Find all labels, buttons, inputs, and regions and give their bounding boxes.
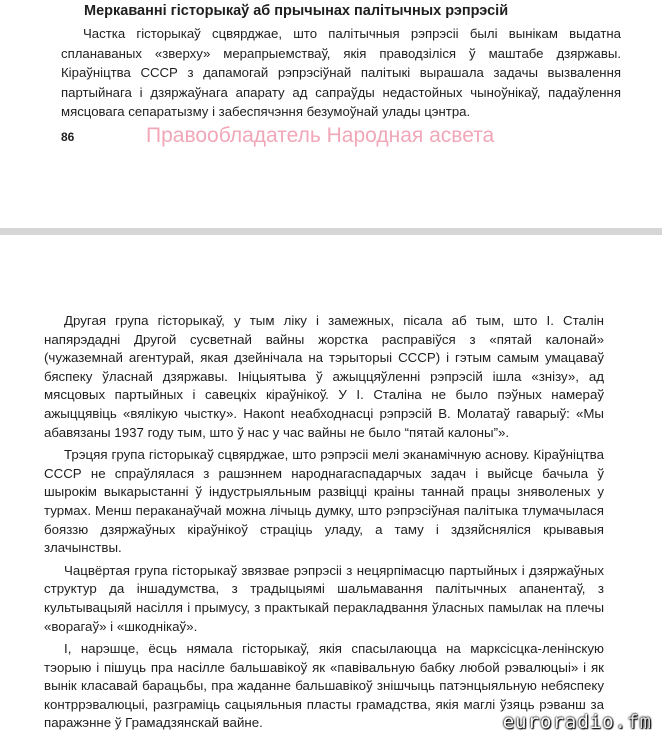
paragraph-fourth-group: Чацвёртая група гісторыкаў звязвае рэпрэсіі з нецярпімасцю партыйных і дзяржаўных структур да іншадумства, з традыцыямі шальмавання палітычных апанентаў, з культывацыяй насілля і прымусу, з практыкай перакладвання ўласных памылак на плечы «ворагаў» і «шкоднікаў». [44,562,604,634]
logo-text: euroradio [502,711,615,733]
paragraph-final-group: І, нарэшце, ёсць нямала гісторыкаў, якія спасылаюцца на марксісцка-ленінскую тэорыю і пішуць пра насілле бальшавікоў як «павівальную бабку любой рэвалюцыі» і як вынік класавай барацьбы, пра жаданне бальшавікоў знішчыць патэнцыяльную небяспеку контррэвалюцыі, разграміць сацыяльныя пласты грамадства, якія маглі ўзяць рэванш за паражэнне ў Грамадзянскай вайне. [44,641,604,731]
page-separator [0,228,662,235]
body-text [44,312,604,737]
bottom-page-fragment [0,235,662,749]
paragraph-third-group: Трэцяя група гісторыкаў сцвярджае, што рэпрэсіі мелі эканамічную аснову. Кіраўніцтва СССР не спраўлялася з рашэннем народнагаспадарчых задач і выйсце бачыла ў шырокім выкарыстанні ў індустрыяльным развіцці краіны таннай працы зняволеных у турмах. Менш пераканаўчай можна лічыць думку, што рэпрэсіўная палітыка тлумачылася бояззю дзяржаўных кіраўнікоў страціць уладу, а таму і здзяйсняліся крывавыя злачынствы. [44,447,604,556]
paragraph-second-group: Другая група гісторыкаў, у тым ліку і замежных, пісала аб тым, што І. Сталін напярэдадні Другой сусветнай вайны жорстка расправіўся з «пятай калонай» (чужаземнай агентурай, якая дзейнічала на тэрыторыі СССР) і гэтым самым умацаваў бяспеку ўласнай дзяржавы. Ініцыятыва ў ажыццяўленні рэпрэсій ішла «знізу», ад мясцовых партыйных і савецкіх кіраўнікоў. У І. Сталіна не было пэўных намераў ажыццявіць «вялікую чыстку». Накont неабходнасці рэпрэсій В. Молатаў гаварыў: «Мы абавязаны 1937 году тым, што ў нас у час вайны не было “пятай калоны”». [44,313,604,440]
page-number: 86 [61,130,75,144]
section-heading: Меркаванні гісторыкаў аб прычынах палітычных рэпрэсій [84,3,509,19]
top-page-fragment [0,0,662,228]
logo-suffix: .fm [614,711,652,733]
euroradio-logo [503,711,652,733]
copyright-watermark: Правообладатель Народная асвета [146,124,495,147]
top-paragraph: Частка гісторыкаў сцвярджае, што палітычныя рэпрэсіі былі вынікам выдатна спланаваных «зверху» мерапрыемстваў, якія праводзіліся ў маштабе дзяржавы. Кіраўніцтва СССР з дапамогай рэпрэсіўнай палітыкі вырашала задачы вызвалення партыйнага і дзяржаўнага апарату ад сапраўды недастойных чыноўнікаў, падаўлення мясцовага сепаратызму і забеспячэння безумоўнай улады цэнтра. [61,26,621,120]
